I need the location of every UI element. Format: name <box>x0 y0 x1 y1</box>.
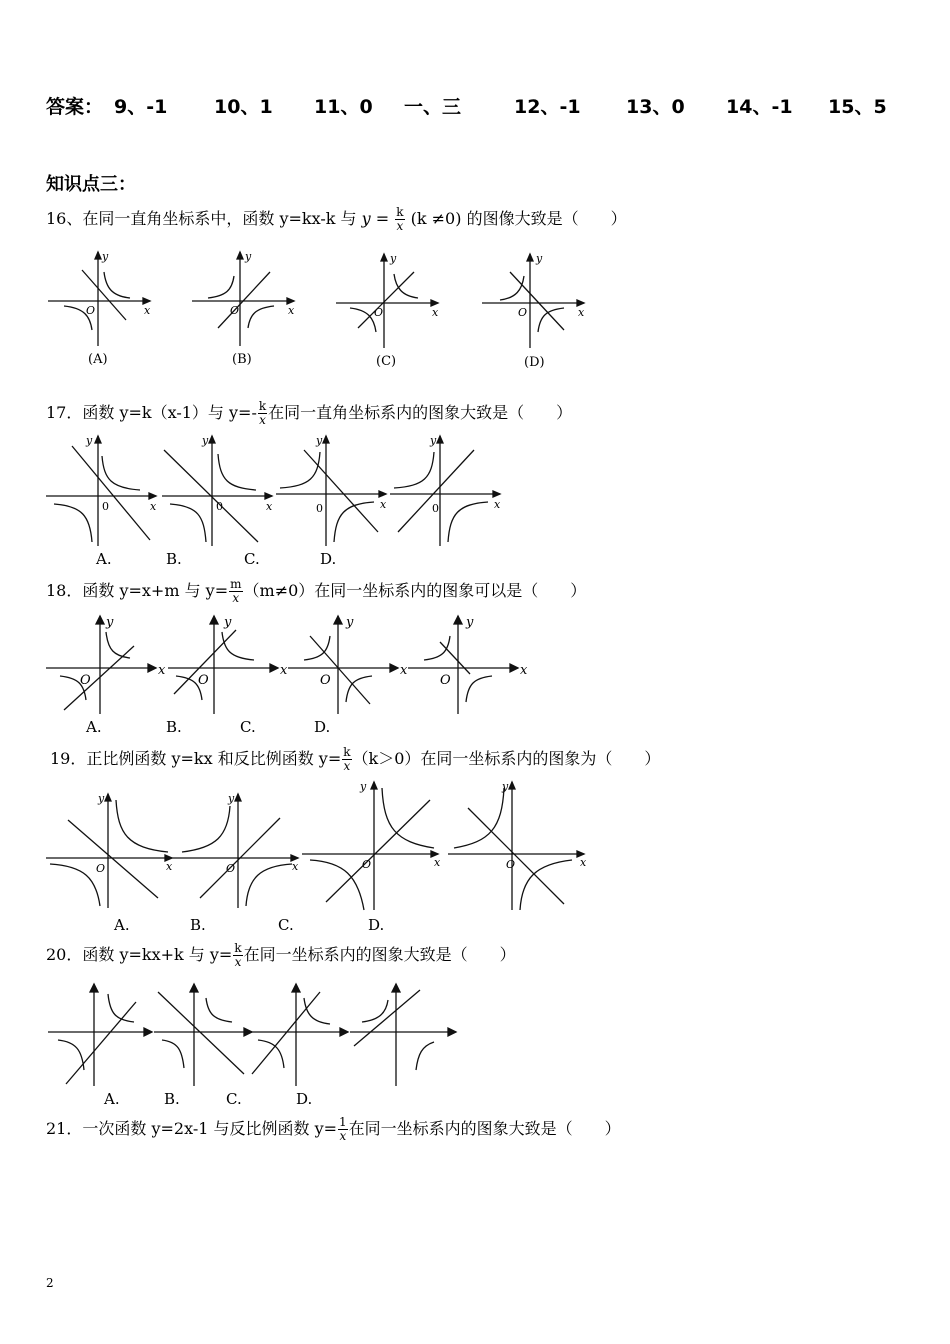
answer-item: 13、0 <box>626 96 685 118</box>
fraction-denominator: x <box>259 413 266 427</box>
section-heading: 知识点三： <box>46 174 136 195</box>
option-label: (A) <box>88 352 108 367</box>
answer-item: 9、-1 <box>114 96 168 118</box>
question-text: 16、在同一直角坐标系中，函数 y=kx-k 与 <box>46 209 357 228</box>
graph-16a <box>46 248 156 348</box>
graph-20c <box>244 980 352 1088</box>
y-axis-label: y <box>390 252 397 265</box>
question-suffix: 在同一坐标系内的图象大致是（ ） <box>243 945 516 964</box>
option-label: C. <box>240 718 256 736</box>
x-axis-label: x <box>400 663 408 678</box>
fraction-numerator: k <box>234 941 242 955</box>
x-axis-label: x <box>578 306 585 319</box>
origin-label: O <box>198 673 209 688</box>
option-label: B. <box>164 1090 180 1108</box>
y-axis-label: y <box>346 615 354 630</box>
origin-label: O <box>96 862 106 875</box>
zero-label: 0 <box>102 500 109 513</box>
graph-18b <box>166 612 290 716</box>
x-axis-label: x <box>292 860 299 873</box>
option-label: B. <box>166 550 182 568</box>
question-text: 20．函数 y=kx+k 与 y= <box>46 945 233 964</box>
option-label: D. <box>320 550 337 568</box>
x-axis-label: x <box>158 663 166 678</box>
x-axis-label: x <box>280 663 288 678</box>
origin-label: O <box>86 304 96 317</box>
formula-lhs: y = <box>361 209 390 228</box>
question-suffix: 在同一直角坐标系内的图象大致是（ ） <box>268 403 573 422</box>
x-axis-label: x <box>432 306 439 319</box>
x-axis-label: x <box>380 498 387 511</box>
option-label: D. <box>368 916 385 934</box>
fraction <box>258 400 267 427</box>
graph-17c <box>274 432 392 548</box>
option-label: A. <box>114 916 130 934</box>
y-axis-label: y <box>102 250 109 263</box>
graph-17b <box>160 432 278 548</box>
y-axis-label: y <box>86 434 93 447</box>
option-label: D. <box>314 718 331 736</box>
graph-18d <box>406 612 530 716</box>
y-axis-label: y <box>98 792 105 805</box>
graph-16d <box>480 250 590 350</box>
fraction <box>342 746 351 773</box>
fraction <box>233 942 242 969</box>
option-label: (B) <box>232 352 252 367</box>
x-axis-label: x <box>580 856 587 869</box>
question-20 <box>46 942 516 969</box>
graph-20a <box>46 980 156 1088</box>
y-axis-label: y <box>360 780 367 793</box>
y-axis-label: y <box>430 434 437 447</box>
zero-label: 0 <box>216 500 223 513</box>
option-label: D. <box>296 1090 313 1108</box>
x-axis-label: x <box>144 304 151 317</box>
fraction-denominator: x <box>396 219 404 233</box>
question-suffix: (k ≠0) 的图像大致是（ ） <box>410 209 627 228</box>
answers-label: 答案： <box>46 96 104 118</box>
fraction-numerator: k <box>343 745 351 759</box>
fraction-numerator: k <box>396 205 404 219</box>
answer-item: 15、5 <box>828 96 887 118</box>
option-label: B. <box>166 718 182 736</box>
graph-17a <box>44 432 162 548</box>
option-label: (D) <box>524 355 545 370</box>
question-suffix: （m≠0）在同一坐标系内的图象可以是（ ） <box>243 581 587 600</box>
fraction <box>395 206 404 233</box>
zero-label: 0 <box>316 502 323 515</box>
option-label: A. <box>86 718 102 736</box>
x-axis-label: x <box>166 860 173 873</box>
question-text: 18．函数 y=x+m 与 y= <box>46 581 229 600</box>
option-label: C. <box>226 1090 242 1108</box>
origin-label: O <box>518 306 528 319</box>
question-19 <box>50 746 660 773</box>
origin-label: O <box>374 306 384 319</box>
question-18 <box>46 578 586 605</box>
question-suffix: （k＞0）在同一坐标系内的图象为（ ） <box>352 749 661 768</box>
origin-label: O <box>80 673 91 688</box>
option-label: A. <box>96 550 112 568</box>
answer-item: 12、-1 <box>514 96 581 118</box>
answer-item: 10、1 <box>214 96 273 118</box>
option-label: A. <box>104 1090 120 1108</box>
graph-16b <box>190 248 300 348</box>
x-axis-label: x <box>150 500 157 513</box>
x-axis-label: x <box>520 663 528 678</box>
fraction-denominator: x <box>234 955 242 969</box>
origin-label: O <box>362 858 372 871</box>
question-17 <box>46 400 572 427</box>
y-axis-label: y <box>536 252 543 265</box>
question-16 <box>46 206 627 233</box>
origin-label: O <box>320 673 331 688</box>
graph-19c <box>300 778 446 912</box>
y-axis-label: y <box>502 780 509 793</box>
y-axis-label: y <box>466 615 474 630</box>
y-axis-label: y <box>316 434 323 447</box>
question-suffix: 在同一坐标系内的图象大致是（ ） <box>348 1119 621 1138</box>
answer-item: 14、-1 <box>726 96 793 118</box>
fraction <box>229 578 242 605</box>
x-axis-label: x <box>494 498 501 511</box>
origin-label: O <box>230 304 240 317</box>
graph-20b <box>152 980 256 1088</box>
y-axis-label: y <box>106 615 114 630</box>
graph-18c <box>286 612 410 716</box>
y-axis-label: y <box>202 434 209 447</box>
graph-19b <box>170 790 304 910</box>
option-label: (C) <box>376 354 397 369</box>
fraction-numerator: k <box>258 399 267 413</box>
y-axis-label: y <box>228 792 235 805</box>
x-axis-label: x <box>266 500 273 513</box>
answer-item: 一、三 <box>404 96 462 118</box>
graph-18a <box>44 612 168 716</box>
option-label: B. <box>190 916 206 934</box>
question-text: 17．函数 y=k（x-1）与 y=- <box>46 403 257 422</box>
y-axis-label: y <box>224 615 232 630</box>
x-axis-label: x <box>434 856 441 869</box>
origin-label: O <box>226 862 236 875</box>
graph-17d <box>388 432 506 548</box>
fraction-numerator: 1 <box>339 1115 347 1129</box>
question-text: 19．正比例函数 y=kx 和反比例函数 y= <box>50 749 342 768</box>
fraction-numerator: m <box>230 577 242 591</box>
origin-label: O <box>506 858 516 871</box>
page-number: 2 <box>46 1276 54 1290</box>
graph-19d <box>446 778 592 912</box>
y-axis-label: y <box>245 250 252 263</box>
x-axis-label: x <box>288 304 295 317</box>
option-label: C. <box>278 916 294 934</box>
graph-20d <box>348 980 460 1088</box>
zero-label: 0 <box>432 502 439 515</box>
question-text: 21．一次函数 y=2x-1 与反比例函数 y= <box>46 1119 338 1138</box>
option-label: C. <box>244 550 260 568</box>
answer-item: 11、0 <box>314 96 373 118</box>
question-21 <box>46 1116 621 1143</box>
fraction-denominator: x <box>232 591 240 605</box>
fraction-denominator: x <box>339 1129 347 1143</box>
graph-19a <box>44 790 178 910</box>
graph-16c <box>334 250 444 350</box>
fraction-denominator: x <box>343 759 351 773</box>
fraction <box>338 1116 348 1143</box>
origin-label: O <box>440 673 451 688</box>
